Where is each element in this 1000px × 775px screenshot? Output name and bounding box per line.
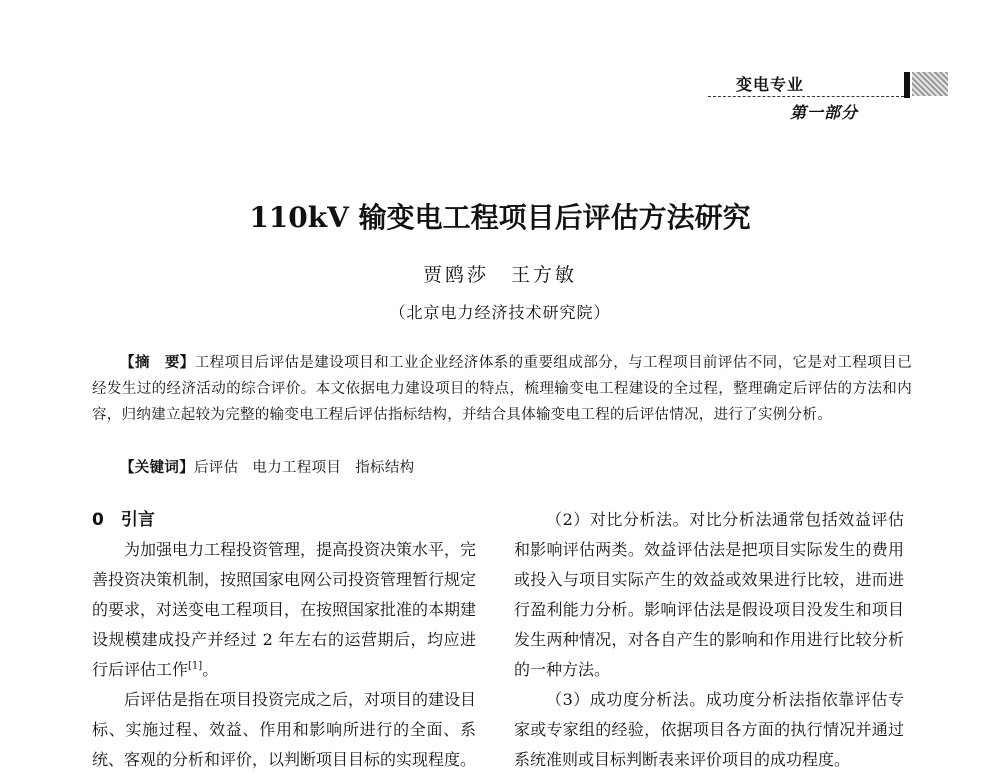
- keywords: [120, 456, 414, 477]
- body-paragraph: 后评估是指在项目投资完成之后，对项目的建设目标、实施过程、效益、作用和影响所进行的全面、系统、客观的分析和评价，以判断项目目标的实现程度。: [92, 690, 477, 769]
- keyword-item: 后评估: [194, 460, 239, 476]
- keyword-item: 指标结构: [355, 460, 415, 476]
- body-paragraph: [92, 535, 476, 685]
- citation-ref: [1]: [188, 660, 203, 672]
- left-column: [92, 505, 476, 775]
- right-column: [514, 505, 904, 775]
- abstract-text: 工程项目后评估是建设项目和工业企业经济体系的重要组成部分，与工程项目前评估不同，它是对工程项目已经发生过的经济活动的综合评价。本文依据电力建设项目的特点，梳理输变电工程建设的全过程，整理确定后评估的方法和内容，归纳建立起较为完整的输变电工程后评估指标结构，并结合具体输变电工程的后评估情况，进行了实例分析。: [92, 355, 912, 423]
- part-label: 第一部分: [790, 103, 859, 122]
- corner-bar-decoration: [904, 72, 910, 98]
- corner-texture-decoration: [912, 72, 948, 96]
- section-label: 变电专业: [736, 75, 805, 94]
- keywords-label: 【关键词】: [120, 459, 194, 476]
- abstract: [92, 350, 912, 428]
- section-heading-introduction: 0 引言: [92, 510, 155, 530]
- keyword-item: 电力工程项目: [252, 460, 342, 476]
- paragraph-text: 为加强电力工程投资管理，提高投资决策水平，完善投资决策机制，按照国家电网公司投资管理暂行规定的要求，对送变电工程项目，在按照国家批准的本期建设规模建成投产并经过 2 年左右的运营期后，均应进行后评估工作: [92, 540, 477, 679]
- abstract-label: 【摘 要】: [120, 354, 195, 371]
- paragraph-end: 。: [202, 660, 219, 679]
- affiliation: （北京电力经济技术研究院）: [389, 303, 611, 322]
- paper-title: 110kV 输变电工程项目后评估方法研究: [249, 201, 751, 234]
- header-divider: [708, 96, 904, 97]
- body-paragraph: （3）成功度分析法。成功度分析法指依靠评估专家或专家组的经验，依据项目各方面的执行情况并通过系统准则或目标判断表来评价项目的成功程度。: [514, 690, 904, 769]
- authors: 贾鸥莎 王方敏: [422, 264, 577, 286]
- body-paragraph: （2）对比分析法。对比分析法通常包括效益评估和影响评估两类。效益评估法是把项目实际发生的费用或投入与项目实际产生的效益或效果进行比较，进而进行盈利能力分析。影响评估法是假设项目没发生和项目发生两种情况，对各自产生的影响和作用进行比较分析的一种方法。: [514, 510, 904, 679]
